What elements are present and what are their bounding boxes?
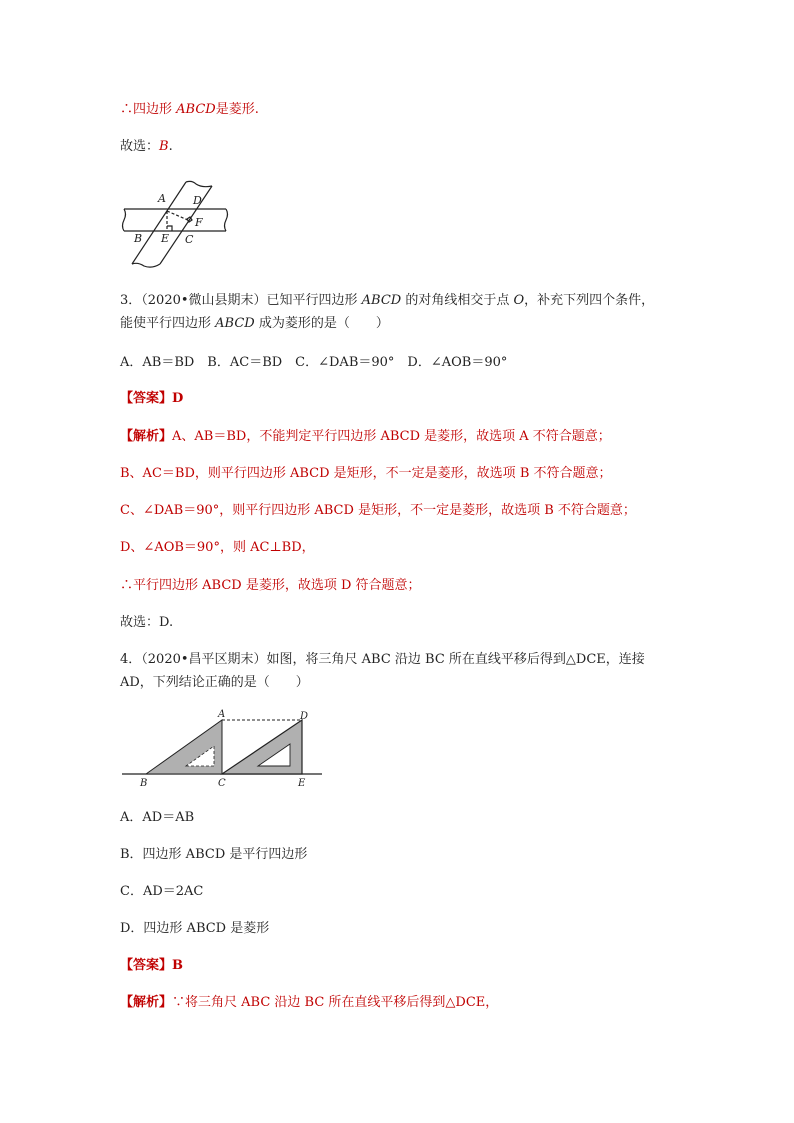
q3-analysis-therefore: ∴平行四边形 ABCD 是菱形，故选项 D 符合题意； [120,578,421,593]
q3-options: A．AB＝BD B．AC＝BD C．∠DAB＝90° D．∠AOB＝90° [120,355,508,370]
triangle-translation-figure [118,708,328,794]
label-b: B [134,232,143,245]
crossing-strips-figure [118,176,238,276]
q3-analysis-b: B、AC＝BD，则平行四边形 ABCD 是矩形，不一定是菱形，故选项 B 不符合题意； [120,466,612,481]
q4-option-b: B．四边形 ABCD 是平行四边形 [120,847,308,862]
label-c2: C [218,778,226,789]
label-d2: D [300,711,309,722]
choose-line: 故选：B. [120,139,173,154]
q3-analysis-a: 【解析】A、AB＝BD，不能判定平行四边形 ABCD 是菱形，故选项 A 不符合题意； [120,429,611,444]
q4-option-a: A．AD＝AB [120,810,195,825]
label-d: D [193,194,202,207]
q4-option-c: C．AD＝2AC [120,884,204,899]
q3-choose: 故选：D. [120,615,174,630]
q3-answer: 【答案】D [120,391,184,406]
q4-stem-line2: AD，下列结论正确的是（ ） [120,675,309,690]
therefore-line: ∴四边形 ABCD是菱形. [120,102,259,117]
q3-stem-line2: 能使平行四边形 ABCD 成为菱形的是（ ） [120,316,389,331]
label-e: E [161,232,170,245]
q3-analysis-d: D、∠AOB＝90°，则 AC⊥BD， [120,540,315,555]
q4-stem-line1: 4．（2020•昌平区期末）如图，将三角尺 ABC 沿边 BC 所在直线平移后得到△DCE，连接 [120,652,645,667]
label-e2: E [298,778,306,789]
q3-stem-line1: 3．（2020•微山县期末）已知平行四边形 ABCD 的对角线相交于点 O，补充下列四个条件， [120,293,655,308]
q4-answer: 【答案】B [120,958,184,973]
q4-option-d: D．四边形 ABCD 是菱形 [120,921,270,936]
q3-analysis-c: C、∠DAB＝90°，则平行四边形 ABCD 是矩形，不一定是菱形，故选项 B 不符合题意； [120,503,636,518]
label-f: F [195,216,203,229]
label-b2: B [140,778,148,789]
label-a2: A [218,709,226,720]
q4-analysis-1: 【解析】∵将三角尺 ABC 沿边 BC 所在直线平移后得到△DCE， [120,995,499,1010]
label-a: A [158,192,166,205]
label-c: C [185,233,194,246]
